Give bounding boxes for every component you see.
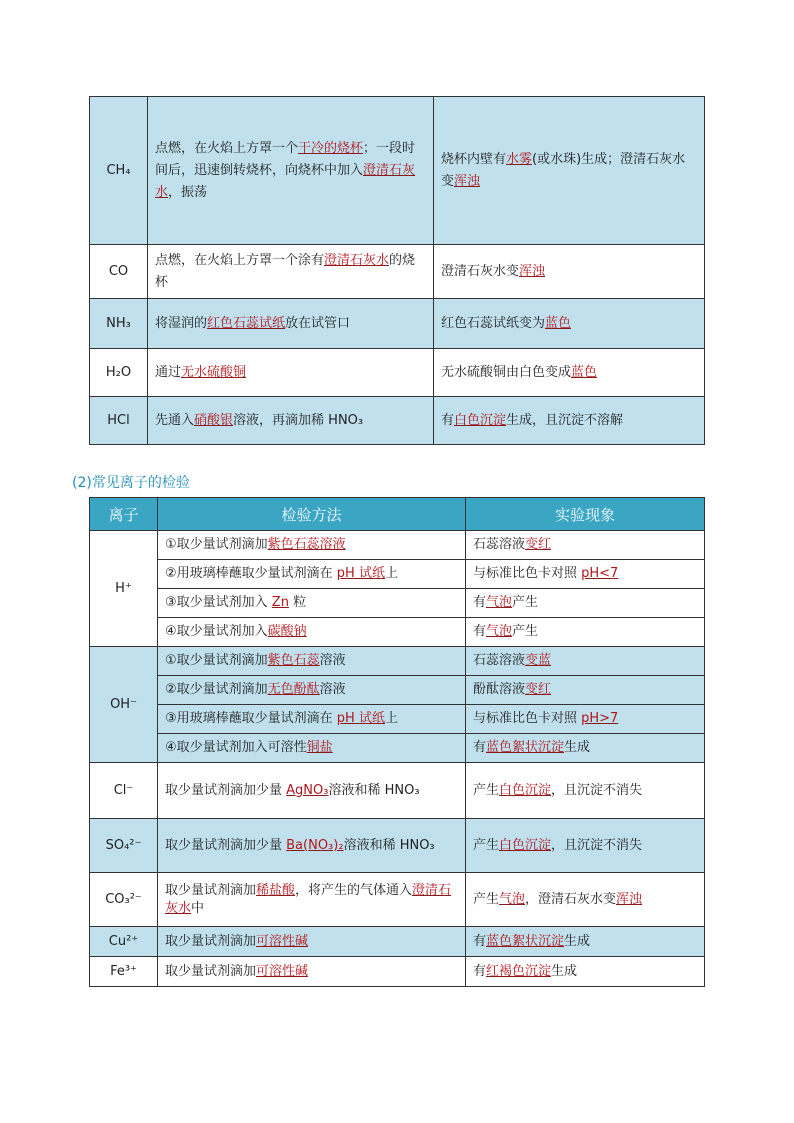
answer-text: 蓝色絮状沉淀 (486, 933, 565, 949)
answer-text: 浑浊 (454, 173, 481, 189)
answer-text: 白色沉淀 (454, 412, 507, 428)
text-segment: 无水硫酸铜由白色变成 (441, 364, 572, 380)
text-segment: 生成，且沉淀不溶解 (506, 412, 624, 428)
answer-text: 澄清石灰水 (165, 882, 452, 916)
text-segment: ，且沉淀不消失 (551, 782, 643, 798)
ion-row (90, 676, 705, 705)
answer-text: 变蓝 (525, 653, 552, 668)
method-cell (148, 349, 434, 397)
answer-text: 气泡 (499, 891, 526, 907)
text-segment: 先通入 (155, 412, 195, 428)
text-segment: 溶液 (319, 653, 346, 668)
answer-text: pH>7 (581, 711, 619, 726)
substance-cell: HCl (90, 397, 148, 445)
header-ion: 离子 (90, 498, 158, 531)
phenomenon-cell (466, 618, 705, 647)
text-segment: 有 (473, 740, 487, 755)
text-segment: 中 (191, 900, 205, 916)
ion-row (90, 957, 705, 987)
text-segment: 通过 (155, 364, 182, 380)
method-cell (158, 873, 466, 927)
method-cell (158, 763, 466, 819)
ion-row (90, 531, 705, 560)
text-segment: (或水珠)生成；澄清石灰水变 (441, 151, 686, 189)
answer-text: 澄清石灰水 (324, 252, 390, 268)
text-segment: 产生 (473, 891, 500, 907)
method-cell (158, 560, 466, 589)
method-cell (158, 819, 466, 873)
method-cell (148, 397, 434, 445)
answer-text: 浑浊 (616, 891, 643, 907)
text-segment: 将湿润的 (155, 315, 208, 331)
phenomenon-cell (466, 957, 705, 987)
method-cell (148, 299, 434, 349)
text-segment: 点燃，在火焰上方罩一个涂有 (155, 252, 325, 268)
gas-row (90, 349, 705, 397)
answer-text: 紫色石蕊 (267, 653, 320, 668)
phenomenon-cell (466, 873, 705, 927)
gas-row (90, 245, 705, 299)
text-segment: 产生 (473, 837, 500, 853)
answer-text: 可溶性碱 (256, 963, 309, 979)
answer-text: 红色石蕊试纸 (207, 315, 286, 331)
ion-row (90, 734, 705, 763)
ion-row (90, 873, 705, 927)
phenomenon-cell (466, 531, 705, 560)
ion-cell: Fe³⁺ (90, 957, 158, 987)
text-segment: 石蕊溶液 (473, 537, 526, 552)
text-segment: 上 (384, 566, 398, 581)
text-segment: 有 (473, 933, 487, 949)
ion-row (90, 647, 705, 676)
ion-row (90, 589, 705, 618)
ion-row (90, 618, 705, 647)
method-cell (158, 734, 466, 763)
phenomenon-cell (434, 397, 705, 445)
answer-text: 铜盐 (306, 740, 333, 755)
text-segment: 取少量试剂滴加 (165, 933, 257, 949)
method-cell (158, 676, 466, 705)
phenomenon-cell (466, 763, 705, 819)
text-segment: 酚酞溶液 (473, 682, 526, 697)
answer-text: 白色沉淀 (499, 837, 552, 853)
answer-text: 无水硫酸铜 (181, 364, 247, 380)
text-segment: ；一段时间后，迅速倒转烧杯，向烧杯中加入 (155, 140, 416, 178)
text-segment: 红色石蕊试纸变为 (441, 315, 546, 331)
answer-text: 碳酸钠 (267, 624, 307, 639)
method-cell (158, 647, 466, 676)
text-segment: 上 (384, 711, 398, 726)
gas-test-table-body (90, 97, 705, 445)
answer-text: 蓝色絮状沉淀 (486, 740, 565, 755)
text-segment: 粒 (288, 595, 307, 610)
answer-text: 蓝色 (545, 315, 572, 331)
method-cell (158, 618, 466, 647)
text-segment: ④取少量试剂加入 (165, 624, 268, 639)
method-cell (158, 531, 466, 560)
text-segment: 有 (473, 624, 487, 639)
answer-text: 红褐色沉淀 (486, 963, 552, 979)
answer-text: AgNO₃ (286, 782, 329, 798)
text-segment: 的烧杯 (155, 252, 416, 290)
text-segment: 有 (473, 595, 487, 610)
substance-cell: CO (90, 245, 148, 299)
answer-text: Ba(NO₃)₂ (286, 837, 344, 853)
ion-cell: Cu²⁺ (90, 927, 158, 957)
text-segment: 石蕊溶液 (473, 653, 526, 668)
gas-row (90, 299, 705, 349)
answer-text: 气泡 (486, 595, 513, 610)
answer-text: 硝酸银 (194, 412, 234, 428)
text-segment: 点燃，在火焰上方罩一个 (155, 140, 299, 156)
text-segment: ③用玻璃棒蘸取少量试剂滴在 (165, 711, 337, 726)
text-segment: 烧杯内壁有 (441, 151, 507, 167)
text-segment: 溶液 (319, 682, 346, 697)
text-segment: 有 (441, 412, 455, 428)
ion-row (90, 819, 705, 873)
answer-text: pH<7 (581, 566, 619, 581)
answer-text: 白色沉淀 (499, 782, 552, 798)
method-cell (148, 97, 434, 245)
phenomenon-cell (466, 734, 705, 763)
text-segment: 产生 (473, 782, 500, 798)
text-segment: 取少量试剂滴加少量 (165, 782, 287, 798)
phenomenon-cell (434, 97, 705, 245)
answer-text: 可溶性碱 (256, 933, 309, 949)
text-segment: 生成 (551, 963, 578, 979)
text-segment: 取少量试剂滴加 (165, 882, 257, 898)
text-segment: 溶液和稀 HNO₃ (328, 782, 420, 798)
text-segment: 取少量试剂滴加 (165, 963, 257, 979)
answer-text: 紫色石蕊溶液 (267, 537, 346, 552)
answer-text: 蓝色 (571, 364, 598, 380)
ion-cell: SO₄²⁻ (90, 819, 158, 873)
ion-test-table (89, 497, 705, 987)
phenomenon-cell (466, 819, 705, 873)
text-segment: ，振荡 (168, 184, 208, 200)
phenomenon-cell (466, 927, 705, 957)
ion-row (90, 705, 705, 734)
method-cell (158, 589, 466, 618)
substance-cell: H₂O (90, 349, 148, 397)
ion-row (90, 927, 705, 957)
text-segment: 生成 (564, 740, 591, 755)
answer-text: 澄清石灰水 (155, 162, 416, 200)
text-segment: ，且沉淀不消失 (551, 837, 643, 853)
text-segment: ④取少量试剂加入可溶性 (165, 740, 307, 755)
substance-cell: CH₄ (90, 97, 148, 245)
answer-text: 变红 (525, 682, 552, 697)
text-segment: ②用玻璃棒蘸取少量试剂滴在 (165, 566, 337, 581)
text-segment: 生成 (564, 933, 591, 949)
ion-cell: Cl⁻ (90, 763, 158, 819)
phenomenon-cell (434, 349, 705, 397)
ion-cell: CO₃²⁻ (90, 873, 158, 927)
answer-text: 浑浊 (519, 263, 546, 279)
answer-text: pH 试纸 (336, 566, 385, 581)
ion-row (90, 763, 705, 819)
answer-text: 水雾 (506, 151, 533, 167)
phenomenon-cell (434, 245, 705, 299)
text-segment: 与标准比色卡对照 (473, 711, 582, 726)
text-segment: 澄清石灰水变 (441, 263, 520, 279)
header-phenomenon: 实验现象 (466, 498, 705, 531)
method-cell (158, 705, 466, 734)
answer-text: 气泡 (486, 624, 513, 639)
answer-text: Zn (271, 595, 289, 610)
text-segment: 溶液和稀 HNO₃ (343, 837, 435, 853)
section-title: (2)常见离子的检验 (72, 475, 190, 491)
answer-text: 干冷的烧杯 (298, 140, 364, 156)
gas-row (90, 97, 705, 245)
text-segment: ①取少量试剂滴加 (165, 653, 268, 668)
phenomenon-cell (466, 560, 705, 589)
text-segment: 取少量试剂滴加少量 (165, 837, 287, 853)
method-cell (158, 957, 466, 987)
answer-text: 无色酚酞 (267, 682, 320, 697)
ion-table-header-row (90, 498, 705, 531)
header-method: 检验方法 (158, 498, 466, 531)
text-segment: 有 (473, 963, 487, 979)
ion-test-table-body (90, 531, 705, 987)
gas-test-table (89, 96, 705, 445)
text-segment: ②取少量试剂滴加 (165, 682, 268, 697)
text-segment: 放在试管口 (285, 315, 351, 331)
gas-row (90, 397, 705, 445)
method-cell (158, 927, 466, 957)
text-segment: ，澄清石灰水变 (525, 891, 617, 907)
text-segment: 产生 (512, 595, 539, 610)
phenomenon-cell (434, 299, 705, 349)
phenomenon-cell (466, 589, 705, 618)
substance-cell: NH₃ (90, 299, 148, 349)
ion-cell: H⁺ (90, 531, 158, 647)
phenomenon-cell (466, 705, 705, 734)
text-segment: 溶液，再滴加稀 HNO₃ (233, 412, 364, 428)
ion-cell: OH⁻ (90, 647, 158, 763)
ion-row (90, 560, 705, 589)
text-segment: ③取少量试剂加入 (165, 595, 272, 610)
phenomenon-cell (466, 676, 705, 705)
answer-text: 变红 (525, 537, 552, 552)
phenomenon-cell (466, 647, 705, 676)
answer-text: pH 试纸 (336, 711, 385, 726)
text-segment: ①取少量试剂滴加 (165, 537, 268, 552)
text-segment: 与标准比色卡对照 (473, 566, 582, 581)
text-segment: 产生 (512, 624, 539, 639)
answer-text: 稀盐酸 (256, 882, 296, 898)
method-cell (148, 245, 434, 299)
text-segment: ，将产生的气体通入 (295, 882, 413, 898)
